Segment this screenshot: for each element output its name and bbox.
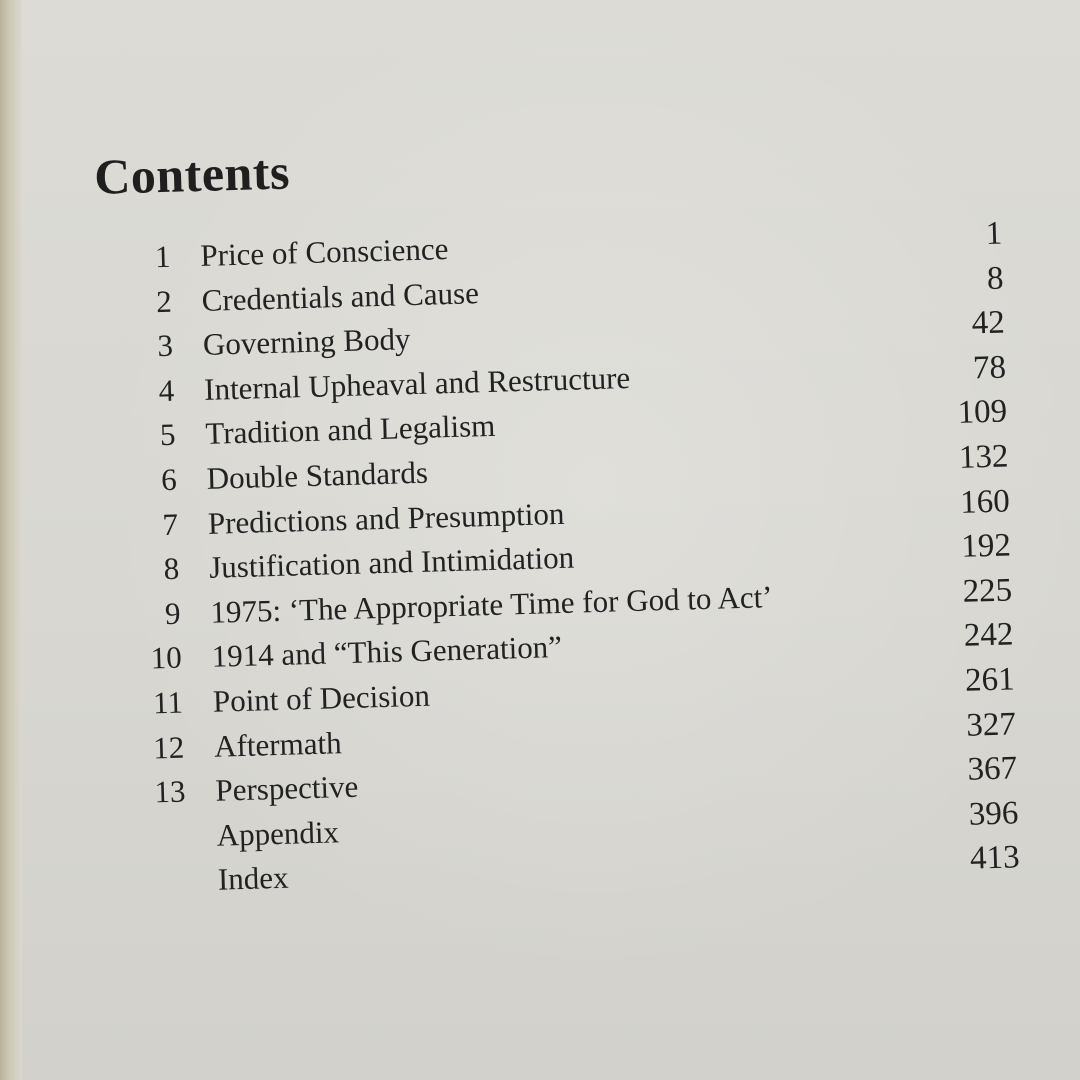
chapter-title: Appendix <box>216 814 340 853</box>
chapter-title: Tradition and Legalism <box>204 408 496 452</box>
page-number: 109 <box>957 393 1008 432</box>
chapter-title: Price of Conscience <box>199 231 449 273</box>
chapter-number <box>139 859 187 860</box>
page-number: 413 <box>969 839 1021 877</box>
chapter-title: Credentials and Cause <box>201 274 480 318</box>
chapter-number: 12 <box>152 729 185 765</box>
chapter-number: 7 <box>161 506 179 542</box>
chapter-title: 1975: ‘The Appropriate Time for God to Act’ <box>209 578 773 630</box>
chapter-number: 11 <box>152 684 184 721</box>
chapter-title: Perspective <box>214 768 359 808</box>
chapter-number: 1 <box>154 238 171 275</box>
chapter-title: Internal Upheaval and Restructure <box>203 359 631 407</box>
contents-list <box>122 211 1040 905</box>
page-title: Contents <box>93 143 291 205</box>
chapter-number: 8 <box>163 550 180 587</box>
chapter-title: Aftermath <box>213 724 342 764</box>
page-number: 78 <box>972 349 1007 387</box>
chapter-number: 5 <box>159 417 176 453</box>
chapter-title: Double Standards <box>206 454 429 496</box>
page-number: 160 <box>959 483 1011 521</box>
chapter-number: 3 <box>156 327 174 364</box>
chapter-title: Governing Body <box>202 321 411 363</box>
page-number: 132 <box>958 438 1009 476</box>
chapter-title: Index <box>217 860 289 897</box>
page-number: 42 <box>971 304 1006 342</box>
page-number: 396 <box>968 795 1019 833</box>
page-number: 8 <box>986 260 1004 297</box>
page-number: 225 <box>962 572 1013 610</box>
chapter-title: Predictions and Presumption <box>207 495 565 541</box>
page-number: 367 <box>967 750 1018 788</box>
chapter-number: 13 <box>153 773 186 810</box>
page-number: 327 <box>965 705 1017 744</box>
chapter-number: 10 <box>150 639 183 676</box>
chapter-title: Justification and Intimidation <box>208 539 575 585</box>
chapter-number <box>138 814 186 815</box>
page-number: 1 <box>985 215 1003 252</box>
page-number: 261 <box>964 661 1016 699</box>
page-number: 242 <box>963 616 1014 655</box>
chapter-title: Point of Decision <box>212 677 431 719</box>
chapter-title: 1914 and “This Generation” <box>211 629 563 675</box>
chapter-number: 4 <box>158 372 175 408</box>
chapter-number: 2 <box>155 283 173 319</box>
chapter-number: 9 <box>164 595 181 631</box>
page-number: 192 <box>960 527 1012 565</box>
chapter-number: 6 <box>160 461 178 498</box>
